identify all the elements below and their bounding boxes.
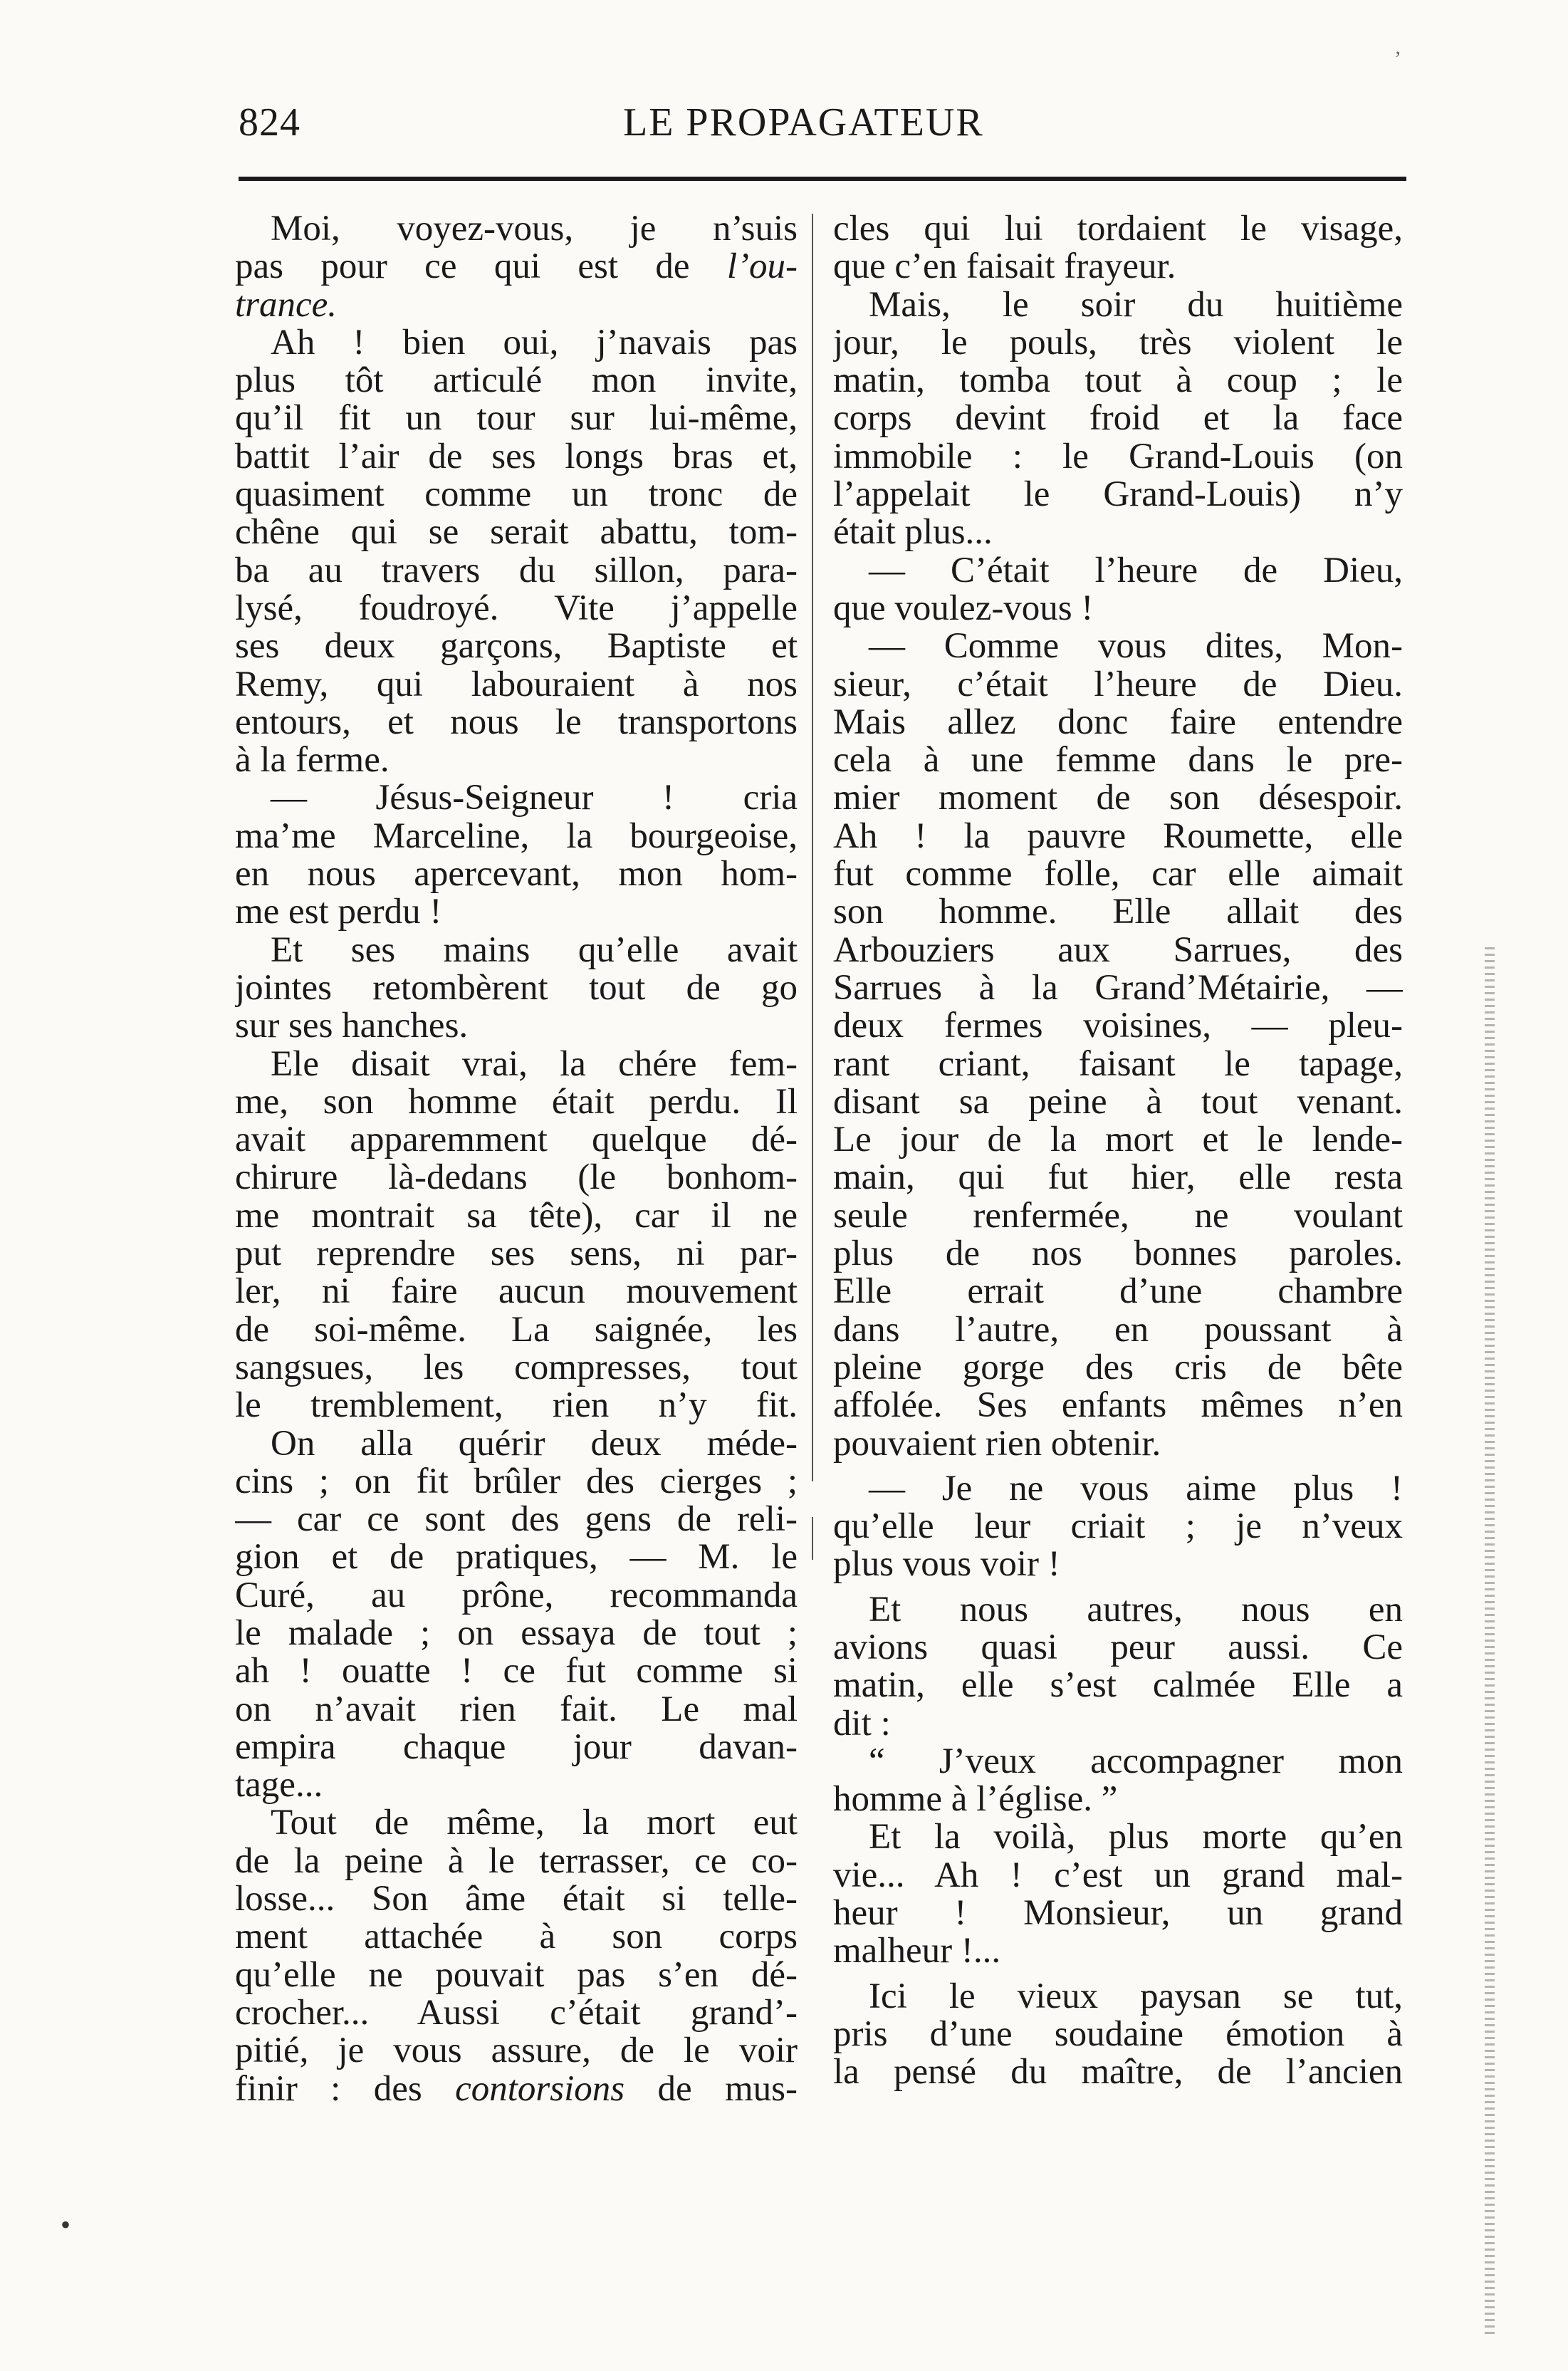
text-line: ah ! ouatte ! ce fut comme si [235, 1652, 798, 1691]
text-line: plus de nos bonnes paroles. [833, 1235, 1403, 1273]
text-line: mier moment de son désespoir. [833, 779, 1403, 818]
text-line: Sarrues à la Grand’Métairie, — [833, 969, 1403, 1008]
text-line: ma’me Marceline, la bourgeoise, [235, 817, 798, 856]
paragraph-gap [833, 1463, 1403, 1470]
page-number: 824 [239, 100, 300, 145]
text-line: homme à l’église. ” [833, 1781, 1118, 1819]
paragraph-gap [833, 1584, 1403, 1591]
text-line: — Je ne vous aime plus ! [869, 1469, 1403, 1508]
text-line: vie... Ah ! c’est un grand mal- [833, 1856, 1403, 1895]
text-line: qu’elle leur criait ; je n’veux [833, 1508, 1403, 1546]
text-line [235, 286, 798, 324]
text-line: corps devint froid et la face [833, 400, 1403, 438]
right-column [833, 210, 1403, 2092]
text-line: Ah ! bien oui, j’navais pas [271, 323, 798, 363]
text-line: plus vous voir ! [833, 1546, 1060, 1584]
text-line: me est perdu ! [235, 893, 442, 932]
text-line: cles qui lui tordaient le visage, [833, 210, 1403, 249]
text-line: pris d’une soudaine émotion à [833, 2015, 1403, 2054]
text-line: crocher... Aussi c’était grand’- [235, 1994, 798, 2033]
text-line: que c’en faisait frayeur. [833, 248, 1176, 286]
text-line: dit : [833, 1704, 891, 1743]
text-line: le malade ; on essaya de tout ; [235, 1614, 798, 1653]
corner-speck: ’ [1394, 47, 1401, 71]
text-line: immobile : le Grand-Louis (on [833, 437, 1403, 476]
text-line: qu’elle ne pouvait pas s’en dé- [235, 1956, 798, 1994]
text-line: seule renfermée, ne voulant [833, 1197, 1403, 1236]
text-line: chêne qui se serait abattu, tom- [235, 514, 798, 552]
text-line: entours, et nous le transportons [235, 703, 798, 742]
text-line: sieur, c’était l’heure de Dieu. [833, 665, 1403, 704]
text-line: chirure là-dedans (le bonhom- [235, 1159, 798, 1197]
text-line: empira chaque jour davan- [235, 1728, 798, 1767]
italic-word: contorsions [455, 2070, 625, 2108]
text-line: avait apparemment quelque dé- [235, 1121, 798, 1160]
text-line: Arbouziers aux Sarrues, des [833, 931, 1403, 969]
text-line: pouvaient rien obtenir. [833, 1424, 1161, 1463]
text-line: matin, tomba tout à coup ; le [833, 362, 1403, 400]
text-line: sangsues, les compresses, tout [235, 1348, 798, 1387]
text-line: Et nous autres, nous en [869, 1590, 1403, 1629]
text-line: pas pour ce qui est de l’ou- [235, 248, 798, 286]
text-line: dans l’autre, en poussant à [833, 1310, 1403, 1349]
text-line: on n’avait rien fait. Le mal [235, 1690, 798, 1729]
text-line: la pensé du maître, de l’ancien [833, 2053, 1403, 2092]
text-line: Le jour de la mort et le lende- [833, 1121, 1403, 1160]
text-line: à la ferme. [235, 741, 390, 780]
text-line: gion et de pratiques, — M. le [235, 1538, 798, 1577]
text-line: cins ; on fit brûler des cierges ; [235, 1462, 798, 1501]
text-line: Remy, qui labouraient à nos [235, 665, 798, 704]
text-line: ba au travers du sillon, para- [235, 551, 798, 590]
text-line: battit l’air de ses longs bras et, [235, 437, 798, 476]
text-line: main, qui fut hier, elle resta [833, 1159, 1403, 1197]
text-line: matin, elle s’est calmée Elle a [833, 1667, 1403, 1705]
text-line: — car ce sont des gens de reli- [235, 1501, 798, 1539]
text-line: ler, ni faire aucun mouvement [235, 1273, 798, 1311]
text-line: plus tôt articulé mon invite, [235, 362, 798, 400]
text-line: cela à une femme dans le pre- [833, 741, 1403, 780]
text-line: jointes retombèrent tout de go [235, 969, 798, 1008]
text-line: qu’il fit un tour sur lui-même, [235, 400, 798, 438]
header-rule [239, 177, 1406, 181]
left-column [235, 210, 798, 2108]
text-line: heur ! Monsieur, un grand [833, 1895, 1403, 1933]
text-line: Elle errait d’une chambre [833, 1273, 1403, 1311]
text-line: finir : des contorsions de mus- [235, 2070, 798, 2108]
text-line: Curé, au prône, recommanda [235, 1576, 798, 1615]
text-line: l’appelait le Grand-Louis) n’y [833, 476, 1403, 514]
text-line: Ele disait vrai, la chére fem- [271, 1045, 798, 1083]
text-line: de soi-même. La saignée, les [235, 1310, 798, 1349]
text-line: Et la voilà, plus morte qu’en [869, 1818, 1403, 1857]
text-line: disant sa peine à tout venant. [833, 1083, 1403, 1122]
text-line: Tout de même, la mort eut [271, 1804, 798, 1843]
text-line: son homme. Elle allait des [833, 893, 1403, 932]
text-line: avions quasi peur aussi. Ce [833, 1628, 1403, 1667]
text-line: Ici le vieux paysan se tut, [869, 1977, 1403, 2016]
text-line: On alla quérir deux méde- [271, 1424, 798, 1463]
text-line: fut comme folle, car elle aimait [833, 855, 1403, 894]
text-line: deux fermes voisines, — pleu- [833, 1007, 1403, 1046]
text-line: tage... [235, 1766, 323, 1805]
text-line: était plus... [833, 514, 993, 552]
italic-word: trance. [235, 286, 338, 324]
text-line: — Jésus-Seigneur ! cria [271, 779, 798, 818]
text-line: quasiment comme un tronc de [235, 476, 798, 514]
text-line: le tremblement, rien n’y fit. [235, 1387, 798, 1425]
text-line: pleine gorge des cris de bête [833, 1348, 1403, 1387]
text-line: affolée. Ses enfants mêmes n’en [833, 1387, 1403, 1425]
running-title: LE PROPAGATEUR [623, 100, 984, 145]
column-divider [812, 214, 813, 1481]
italic-word: l’ou- [726, 248, 798, 286]
text-line: pitié, je vous assure, de le voir [235, 2032, 798, 2070]
text-line: me, son homme était perdu. Il [235, 1083, 798, 1122]
page-header [239, 91, 1406, 170]
paragraph-gap [833, 1971, 1403, 1978]
text-line: Mais allez donc faire entendre [833, 703, 1403, 742]
text-line: Moi, voyez-vous, je n’suis [271, 210, 798, 249]
text-line: “ J’veux accompagner mon [869, 1742, 1403, 1781]
text-line: sur ses hanches. [235, 1007, 469, 1046]
text-line: jour, le pouls, très violent le [833, 323, 1403, 363]
text-line: que voulez-vous ! [833, 589, 1094, 628]
column-divider [812, 1517, 813, 1560]
text-line: Ah ! la pauvre Roumette, elle [833, 817, 1403, 856]
text-line: en nous apercevant, mon hom- [235, 855, 798, 894]
margin-speck: • [61, 2209, 71, 2241]
text-line: lysé, foudroyé. Vite j’appelle [235, 589, 798, 628]
text-line: malheur !... [833, 1932, 1001, 1971]
page-edge-mark [1485, 947, 1495, 2336]
text-line: Mais, le soir du huitième [869, 286, 1403, 324]
text-line: de la peine à le terrasser, ce co- [235, 1842, 798, 1881]
text-line: — C’était l’heure de Dieu, [869, 551, 1403, 590]
text-line: put reprendre ses sens, ni par- [235, 1235, 798, 1273]
text-line: rant criant, faisant le tapage, [833, 1045, 1403, 1083]
text-line: — Comme vous dites, Mon- [869, 627, 1403, 666]
text-line: ses deux garçons, Baptiste et [235, 627, 798, 666]
text-line: Et ses mains qu’elle avait [271, 931, 798, 969]
text-line: ment attachée à son corps [235, 1918, 798, 1956]
text-line: losse... Son âme était si telle- [235, 1880, 798, 1919]
text-line: me montrait sa tête), car il ne [235, 1197, 798, 1236]
